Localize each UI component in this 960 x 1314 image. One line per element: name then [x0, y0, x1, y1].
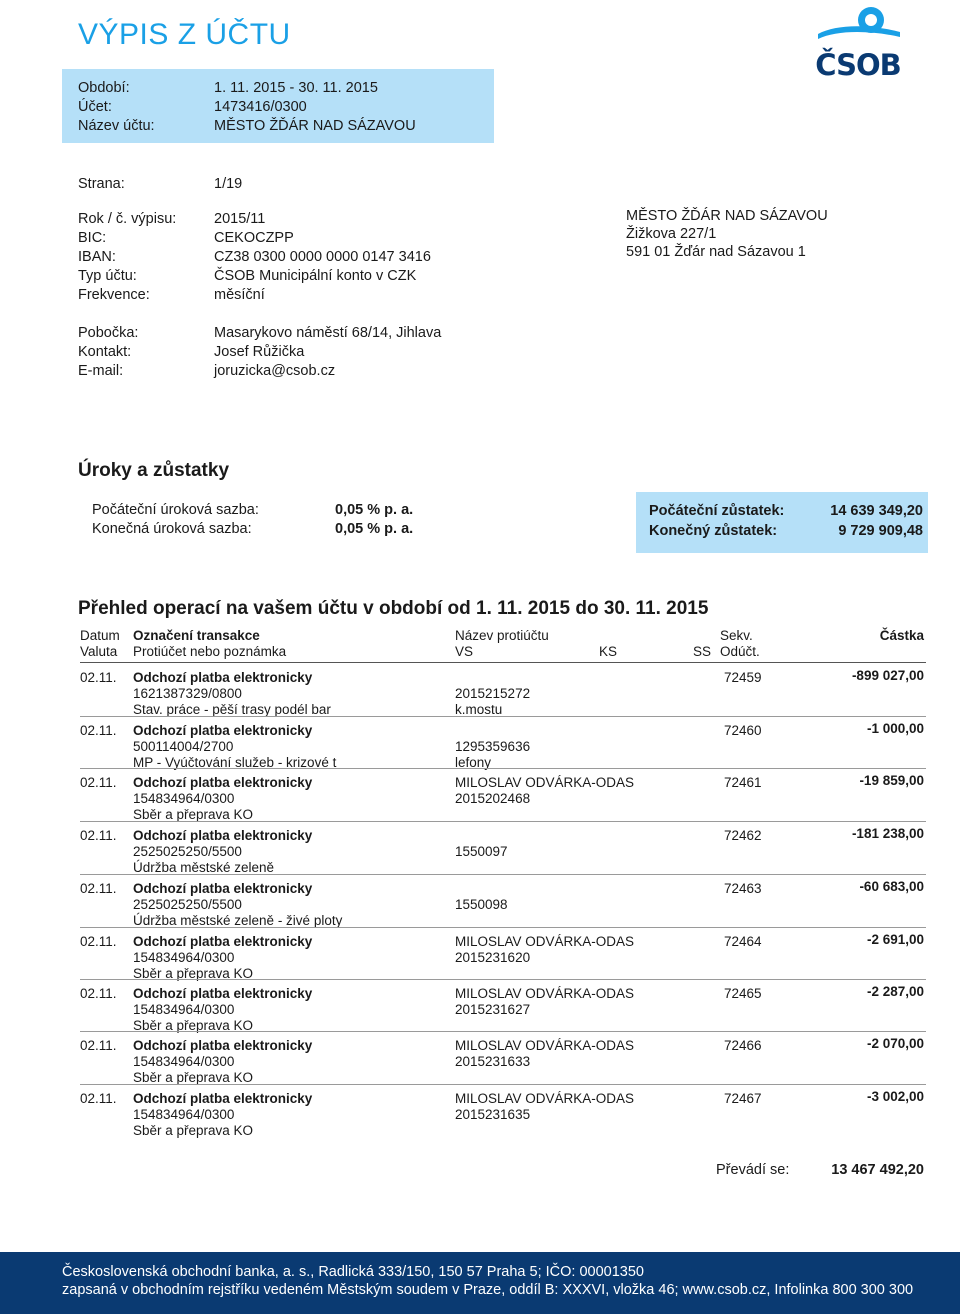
tx-counterparty-name: MILOSLAV ODVÁRKA-ODAS [455, 986, 635, 1001]
page-title: VÝPIS Z ÚČTU [78, 18, 291, 51]
operations-heading: Přehled operací na vašem účtu v období od 1. 11. 2015 do 30. 11. 2015 [78, 598, 709, 619]
tx-amount: -1 000,00 [866, 721, 924, 736]
branch-label: Pobočka: [78, 325, 139, 341]
tx-account: 154834964/0300 [133, 1107, 235, 1122]
col-ss: SS [693, 644, 712, 659]
carry-value: 13 467 492,20 [831, 1162, 924, 1178]
col-deducted: Odúčt. [720, 644, 760, 659]
start-balance-value: 14 639 349,20 [830, 503, 923, 519]
contact-label: Kontakt: [78, 344, 132, 360]
tx-counterparty-name: MILOSLAV ODVÁRKA-ODAS [455, 1038, 635, 1053]
logo-text: ČSOB [815, 48, 901, 82]
tx-account: 2525025250/5500 [133, 897, 242, 912]
tx-sequence: 72466 [724, 1038, 762, 1053]
address-line: MĚSTO ŽĎÁR NAD SÁZAVOU [626, 208, 828, 224]
tx-vs: 2015231627 [455, 1002, 531, 1017]
tx-type: Odchozí platba elektronicky [133, 670, 313, 685]
tx-account: 500114004/2700 [133, 739, 234, 754]
col-type: Označení transakce [133, 628, 260, 643]
tx-counterparty-name: MILOSLAV ODVÁRKA-ODAS [455, 775, 635, 790]
tx-sequence: 72459 [724, 670, 762, 685]
tx-note: Stav. práce - pěší trasy podél bar [133, 702, 331, 717]
tx-type: Odchozí platba elektronicky [133, 934, 313, 949]
logo-mark-icon [808, 4, 908, 50]
detail-label: Rok / č. výpisu: [78, 211, 177, 227]
end-rate-value: 0,05 % p. a. [335, 521, 414, 537]
col-counterparty: Název protiúčtu [455, 628, 549, 643]
tx-vs: 2015231635 [455, 1107, 531, 1122]
start-rate-value: 0,05 % p. a. [335, 502, 414, 518]
table-row [80, 824, 926, 874]
tx-date: 02.11. [80, 986, 117, 1001]
tx-note: Sběr a přeprava KO [133, 807, 254, 822]
tx-amount: -2 691,00 [866, 932, 924, 947]
tx-amount: -181 238,00 [851, 826, 924, 841]
tx-counterparty-note: k.mostu [455, 702, 503, 717]
transactions-list [80, 666, 926, 1146]
tx-sequence: 72464 [724, 934, 762, 949]
tx-counterparty-name: MILOSLAV ODVÁRKA-ODAS [455, 934, 635, 949]
period-value: 1. 11. 2015 - 30. 11. 2015 [214, 80, 378, 96]
interest-heading: Úroky a zůstatky [78, 460, 230, 481]
detail-label: BIC: [78, 230, 107, 246]
detail-label: Frekvence: [78, 287, 150, 303]
tx-note: Údržba městské zeleně [133, 860, 275, 875]
tx-type: Odchozí platba elektronicky [133, 828, 313, 843]
branch-value: Masarykovo náměstí 68/14, Jihlava [214, 325, 442, 341]
contact-value: Josef Růžička [214, 344, 305, 360]
account-info-box [62, 69, 494, 143]
row-divider [80, 768, 926, 769]
col-account: Protiúčet nebo poznámka [133, 644, 287, 659]
tx-amount: -60 683,00 [859, 879, 924, 894]
tx-account: 154834964/0300 [133, 1054, 235, 1069]
carry-label: Převádí se: [716, 1162, 790, 1178]
branch-contact [62, 325, 482, 385]
tx-type: Odchozí platba elektronicky [133, 1091, 313, 1106]
tx-date: 02.11. [80, 1091, 117, 1106]
tx-sequence: 72463 [724, 881, 762, 896]
tx-sequence: 72461 [724, 775, 762, 790]
csob-logo [808, 4, 908, 82]
tx-date: 02.11. [80, 775, 117, 790]
header-divider [80, 662, 926, 663]
tx-note: Sběr a přeprava KO [133, 1018, 254, 1033]
tx-amount: -19 859,00 [859, 773, 924, 788]
email-label: E-mail: [78, 363, 124, 379]
tx-date: 02.11. [80, 828, 117, 843]
table-row [80, 719, 926, 769]
email-value: joruzicka@csob.cz [214, 363, 336, 379]
table-row [80, 982, 926, 1032]
detail-value: ČSOB Municipální konto v CZK [214, 268, 417, 284]
end-balance-label: Konečný zůstatek: [649, 523, 778, 539]
tx-sequence: 72465 [724, 986, 762, 1001]
col-seq: Sekv. [720, 628, 753, 643]
footer [0, 1252, 960, 1314]
detail-value: CEKOCZPP [214, 230, 294, 246]
tx-note: Sběr a přeprava KO [133, 1070, 254, 1085]
account-name-value: MĚSTO ŽĎÁR NAD SÁZAVOU [214, 118, 416, 134]
detail-label: Typ účtu: [78, 268, 137, 284]
tx-sequence: 72467 [724, 1091, 762, 1106]
tx-type: Odchozí platba elektronicky [133, 723, 313, 738]
tx-note: Sběr a přeprava KO [133, 1123, 254, 1138]
tx-vs: 2015202468 [455, 791, 531, 806]
period-label: Období: [78, 80, 130, 96]
col-vs: VS [455, 644, 474, 659]
balance-box [636, 492, 928, 553]
table-row [80, 666, 926, 716]
address-line: 591 01 Žďár nad Sázavou 1 [626, 244, 806, 260]
tx-date: 02.11. [80, 670, 117, 685]
col-date: Datum [80, 628, 120, 643]
row-divider [80, 874, 926, 875]
tx-date: 02.11. [80, 1038, 117, 1053]
end-balance-value: 9 729 909,48 [838, 523, 923, 539]
table-row [80, 1034, 926, 1084]
account-label: Účet: [78, 99, 112, 115]
tx-amount: -899 027,00 [851, 668, 924, 683]
tx-account: 154834964/0300 [133, 1002, 235, 1017]
detail-value: měsíční [214, 287, 265, 303]
tx-type: Odchozí platba elektronicky [133, 881, 313, 896]
col-amount: Částka [879, 628, 924, 643]
row-divider [80, 1031, 926, 1032]
page-info [62, 176, 462, 196]
tx-type: Odchozí platba elektronicky [133, 1038, 313, 1053]
tx-counterparty-note: lefony [455, 755, 492, 770]
tx-vs: 1295359636 [455, 739, 531, 754]
tx-sequence: 72462 [724, 828, 762, 843]
tx-vs: 2015231620 [455, 950, 531, 965]
tx-type: Odchozí platba elektronicky [133, 986, 313, 1001]
tx-amount: -2 287,00 [866, 984, 924, 999]
tx-vs: 2015215272 [455, 686, 531, 701]
tx-account: 2525025250/5500 [133, 844, 242, 859]
row-divider [80, 927, 926, 928]
recipient-address [626, 207, 828, 261]
operations-header [80, 628, 926, 664]
row-divider [80, 821, 926, 822]
tx-date: 02.11. [80, 881, 117, 896]
row-divider [80, 716, 926, 717]
detail-value: 2015/11 [214, 211, 266, 227]
table-row [80, 1087, 926, 1137]
tx-note: MP - Vyúčtování služeb - krizové t [133, 755, 337, 770]
tx-type: Odchozí platba elektronicky [133, 775, 313, 790]
row-divider [80, 1084, 926, 1085]
address-line: Žižkova 227/1 [626, 226, 717, 242]
page-label: Strana: [78, 176, 125, 192]
end-rate-label: Konečná úroková sazba: [92, 521, 252, 537]
start-rate-label: Počáteční úroková sazba: [92, 502, 259, 518]
statement-details [62, 211, 482, 307]
row-divider [80, 979, 926, 980]
tx-account: 154834964/0300 [133, 791, 235, 806]
tx-date: 02.11. [80, 723, 117, 738]
account-value: 1473416/0300 [214, 99, 307, 115]
table-row [80, 877, 926, 927]
tx-date: 02.11. [80, 934, 117, 949]
tx-vs: 1550098 [455, 897, 508, 912]
tx-note: Údržba městské zeleně - živé ploty [133, 913, 343, 928]
detail-value: CZ38 0300 0000 0000 0147 3416 [214, 249, 431, 265]
tx-account: 154834964/0300 [133, 950, 235, 965]
tx-note: Sběr a přeprava KO [133, 966, 254, 981]
start-balance-label: Počáteční zůstatek: [649, 503, 785, 519]
account-name-label: Název účtu: [78, 118, 155, 134]
detail-label: IBAN: [78, 249, 116, 265]
tx-account: 1621387329/0800 [133, 686, 242, 701]
table-row [80, 771, 926, 821]
footer-line-1: Československá obchodní banka, a. s., Radlická 333/150, 150 57 Praha 5; IČO: 00001350 [62, 1264, 644, 1280]
tx-sequence: 72460 [724, 723, 762, 738]
col-valuta: Valuta [80, 644, 118, 659]
tx-vs: 1550097 [455, 844, 508, 859]
tx-counterparty-name: MILOSLAV ODVÁRKA-ODAS [455, 1091, 635, 1106]
tx-amount: -3 002,00 [866, 1089, 924, 1104]
tx-vs: 2015231633 [455, 1054, 531, 1069]
footer-line-2: zapsaná v obchodním rejstříku vedeném Městským soudem v Praze, oddíl B: XXXVI, vložka 46; www.csob.cz, Infolinka 800 300 300 [62, 1282, 914, 1298]
page-value: 1/19 [214, 176, 243, 192]
col-ks: KS [599, 644, 618, 659]
tx-amount: -2 070,00 [866, 1036, 924, 1051]
table-row [80, 930, 926, 980]
